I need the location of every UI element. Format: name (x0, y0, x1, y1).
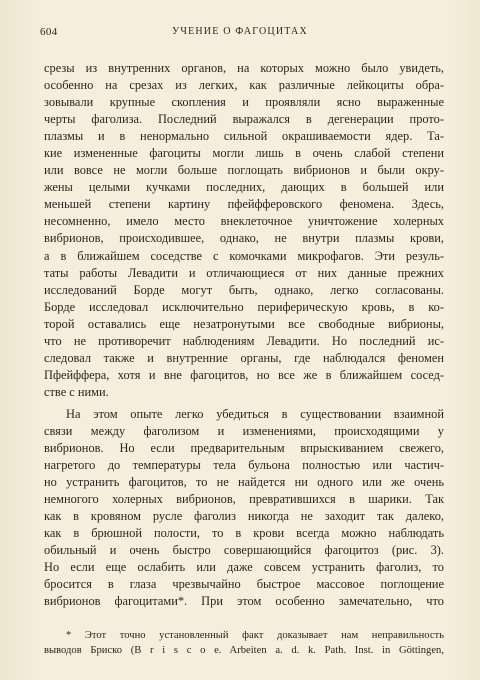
main-text (44, 60, 444, 611)
text-line: нагретого до температуры тела бульона полностью или частич- (44, 458, 444, 473)
text-line: как в брюшной полости, то в крови всегда можно наблюдать (44, 526, 444, 541)
text-line: обильный и очень быстро совершающийся фагоцитоз (рис. 3). (44, 543, 444, 558)
footnote (44, 628, 444, 658)
text-line: немногого холерных вибрионов, превратившихся в шарики. Так (44, 492, 444, 507)
text-line: вибрионов фагоцитами*. При этом особенно замечательно, что (44, 594, 444, 609)
text-line: таты работы Левадити и отличающиеся от них данные прежних (44, 265, 444, 280)
text-line: исследований Борде могут быть, однако, легко согласованы. (44, 282, 444, 297)
footnote-line: * Этот точно установленный факт доказывает нам неправильность (66, 630, 444, 641)
text-line: что не противоречит наблюдениям Левадити. Но последний ис- (44, 333, 444, 348)
text-line: но устранить фагоцитов, то не найдется ни одного или же очень (44, 475, 444, 490)
text-line: или вовсе не могли больше поглощать вибрионов и были окру- (44, 163, 444, 178)
text-line: На этом опыте легко убедиться в существовании взаимной (66, 406, 444, 421)
text-line: вибрионов. Но если предварительным впрыскиванием свежего, (44, 441, 444, 456)
text-line: бросится в глаза чрезвычайно быстрое массовое поглощение (44, 577, 444, 592)
paragraph-1 (44, 60, 444, 401)
text-line: зовывали крупные скопления и проявляли ясно выраженные (44, 95, 444, 110)
text-line: плазмы и в ненормально сильной окрашиваемости ядер. Та- (44, 129, 444, 144)
text-line: Пфейффера, хотя и вне фагоцитов, но все же в ближайшем сосед- (44, 367, 444, 382)
text-line: Борде исследовал исключительно периферическую кровь, в ко- (44, 299, 444, 314)
text-line: кие измененные фагоциты могли лишь в очень слабой степени (44, 146, 444, 161)
text-line: несомненно, имело место внеклеточное уничтожение холерных (44, 214, 444, 229)
text-line: стве с ними. (44, 384, 109, 399)
text-line: как в кровяном русле фаголиз никогда не заходит так далеко, (44, 509, 444, 524)
text-line: меньшей степени картину пфейфферовского феномена. Здесь, (44, 197, 444, 212)
running-title: УЧЕНИЕ О ФАГОЦИТАХ (172, 26, 308, 37)
text-line: связи между фаголизом и изменениями, происходящими у (44, 423, 444, 438)
text-line: жены целыми кучками последних, дающих в большей или (44, 180, 444, 195)
text-line: торой оставались еще незатронутыми все свободные вибрионы, (44, 316, 444, 331)
footnote-line: выводов Бриско (B r i s c o e. Arbeiten a. d. k. Path. Inst. in Göttingen, (44, 645, 444, 656)
page-header (40, 26, 440, 42)
text-line: особенно на срезах из легких, как различные лейкоциты обра- (44, 78, 444, 93)
text-line: следовал также и внутренние органы, где наблюдался феномен (44, 350, 444, 365)
text-line: Но если еще ослабить или даже совсем устранить фаголиз, то (44, 560, 444, 575)
text-line: а в ближайшем соседстве с комочками микрофагов. Эти резуль- (44, 248, 444, 263)
page-number: 604 (40, 26, 58, 38)
text-line: черты фаголиза. Последний выражался в дегенерации прото- (44, 112, 444, 127)
paragraph-2 (44, 406, 444, 611)
text-line: вибрионов, происходившее, однако, не внутри плазмы крови, (44, 231, 444, 246)
text-line: срезы из внутренних органов, на которых можно было увидеть, (44, 61, 444, 75)
